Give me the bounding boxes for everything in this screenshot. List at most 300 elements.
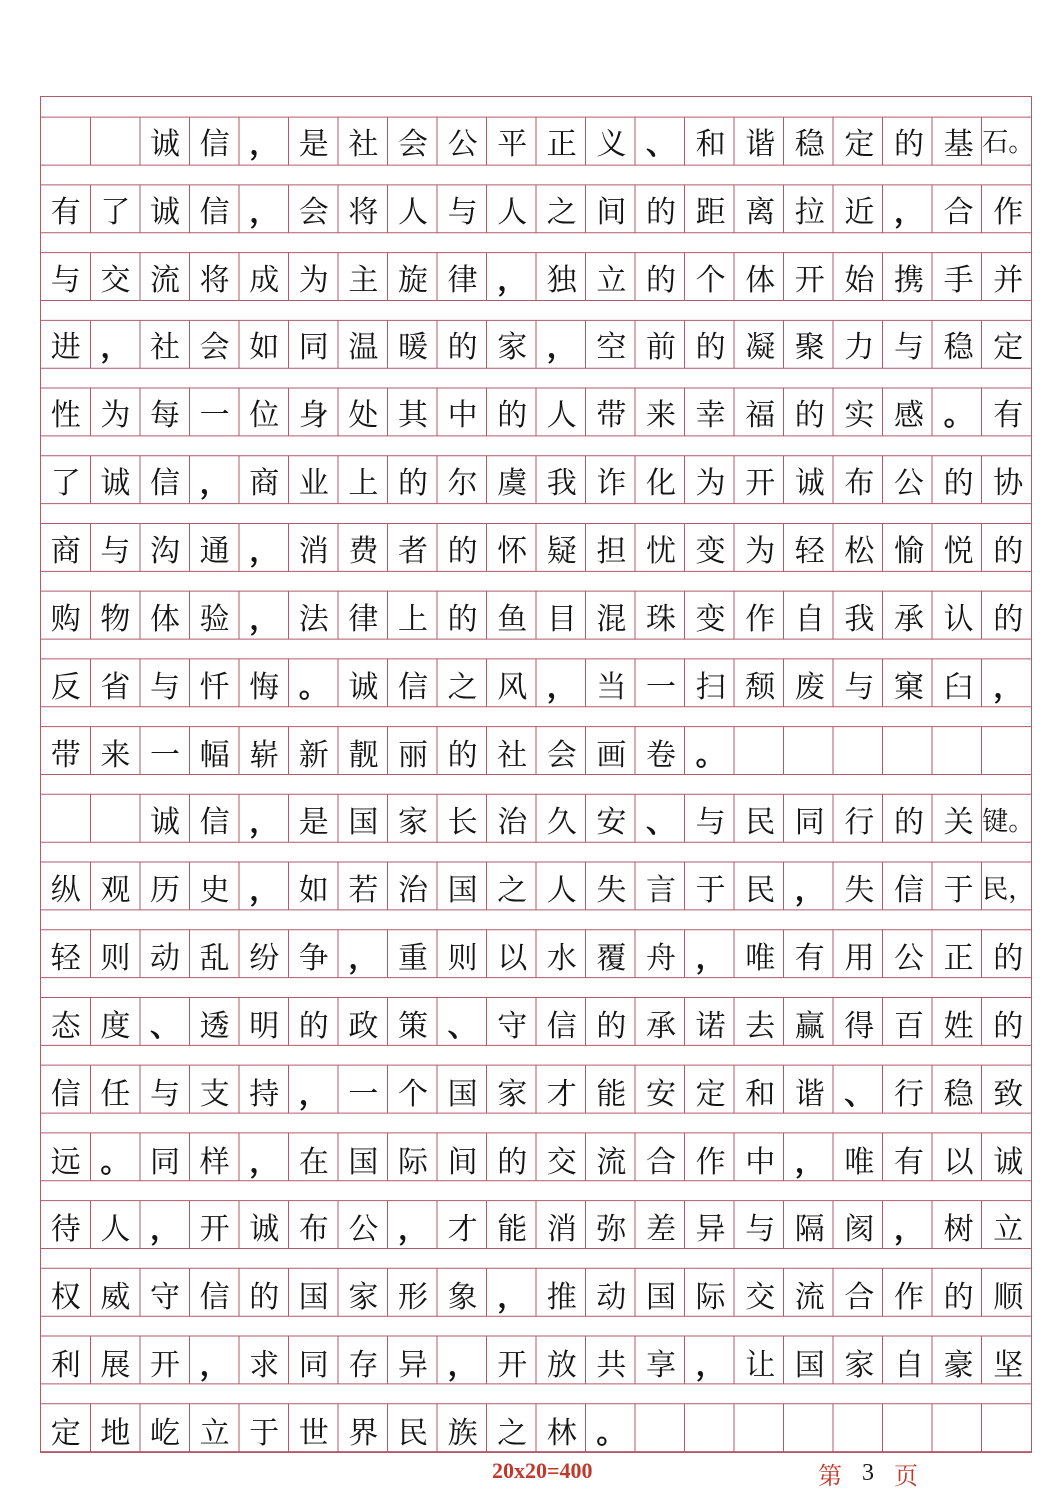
grid-cell: 个: [397, 1076, 428, 1112]
grid-cell: 纵: [50, 873, 81, 909]
grid-cell: 信: [199, 126, 230, 162]
grid-cell: 隔: [794, 1212, 825, 1248]
grid-cell: 怀: [497, 533, 528, 569]
grid-cell: 公: [893, 941, 924, 977]
grid-cell: 流: [794, 1280, 825, 1316]
grid-cell: 。: [695, 737, 726, 773]
grid-cell: 异: [397, 1348, 428, 1384]
grid-cell: 为: [100, 398, 131, 434]
grid-cell: 流: [596, 1144, 627, 1180]
grid-cell: 政: [348, 1008, 379, 1044]
grid-cell: 珠: [645, 601, 676, 637]
grid-cell: [934, 728, 984, 776]
grid-cell: 行: [844, 805, 875, 841]
grid-cell: 正: [943, 941, 974, 977]
grid-cell: ，: [249, 805, 280, 841]
grid-cell: 纷: [249, 941, 280, 977]
grid-cell: 义: [596, 126, 627, 162]
grid-cell: 度: [100, 1008, 131, 1044]
grid-cell: 屹: [149, 1416, 180, 1451]
grid-cell: 力: [844, 330, 875, 366]
grid-cell: 悔: [249, 669, 280, 705]
grid-cell: 键。: [982, 806, 1035, 837]
grid-cell: 主: [348, 262, 379, 298]
grid-cell: 如: [298, 873, 329, 909]
grid-cell: 上: [397, 601, 428, 637]
grid-cell: 新: [298, 737, 329, 773]
grid-cell: 以: [943, 1144, 974, 1180]
grid-cell: 作: [993, 194, 1024, 230]
grid-cell: 目: [546, 601, 577, 637]
grid-cell: ，: [149, 1212, 180, 1248]
grid-cell: 疑: [546, 533, 577, 569]
grid-cell: 公: [893, 466, 924, 502]
grid-cell: 同: [149, 1144, 180, 1180]
grid-cell: 的: [993, 533, 1024, 569]
grid-cell: 、: [447, 1008, 478, 1044]
grid-cell: 社: [149, 330, 180, 366]
grid-cell: 会: [199, 330, 230, 366]
grid-cell: 同: [298, 330, 329, 366]
grid-cell: [934, 1406, 984, 1454]
grid-cell: 会: [298, 194, 329, 230]
grid-cell: ，: [893, 1212, 924, 1248]
grid-cell: 才: [447, 1212, 478, 1248]
grid-cell: 商: [50, 533, 81, 569]
grid-cell: 展: [100, 1348, 131, 1384]
grid-cell: 布: [298, 1212, 329, 1248]
grid-cell: 有: [794, 941, 825, 977]
grid-cell: 的: [497, 398, 528, 434]
grid-cell: 安: [645, 1076, 676, 1112]
grid-cell: 信: [149, 466, 180, 502]
grid-cell: 是: [298, 126, 329, 162]
grid-cell: 地: [100, 1416, 131, 1451]
grid-cell: [835, 1406, 885, 1454]
grid-cell: 则: [100, 941, 131, 977]
grid-cell: 交: [745, 1280, 776, 1316]
grid-cell: 有: [50, 194, 81, 230]
grid-cell: 作: [695, 1144, 726, 1180]
grid-cell: 人: [397, 194, 428, 230]
grid-cell: 国: [645, 1280, 676, 1316]
grid-cell: 信: [199, 805, 230, 841]
grid-cell: 协: [993, 466, 1024, 502]
grid-cell: [91, 795, 141, 843]
grid-cell: 守: [497, 1008, 528, 1044]
grid-cell: ，: [695, 941, 726, 977]
grid-cell: 一: [149, 737, 180, 773]
grid-cell: 以: [497, 941, 528, 977]
grid-cell: 任: [100, 1076, 131, 1112]
grid-cell: ，: [249, 194, 280, 230]
grid-cell: 开: [199, 1212, 230, 1248]
grid-cell: 的: [447, 533, 478, 569]
grid-cell: 立: [199, 1416, 230, 1451]
grid-cell: 树: [943, 1212, 974, 1248]
grid-cell: 安: [596, 805, 627, 841]
grid-cell: 有: [993, 398, 1024, 434]
grid-cell: 的: [497, 1144, 528, 1180]
grid-cell: 同: [794, 805, 825, 841]
grid-cell: 阂: [844, 1212, 875, 1248]
grid-cell: 。: [100, 1144, 131, 1180]
grid-cell: 人: [546, 398, 577, 434]
grid-cell: 际: [695, 1280, 726, 1316]
grid-cell: 于: [943, 873, 974, 909]
grid-cell: 民: [745, 805, 776, 841]
grid-cell: 放: [546, 1348, 577, 1384]
grid-cell: 轻: [794, 533, 825, 569]
grid-cell: 卷: [645, 737, 676, 773]
grid-cell: 尔: [447, 466, 478, 502]
grid-cell: 的: [447, 330, 478, 366]
grid-cell: 世: [298, 1416, 329, 1451]
grid-cell: 观: [100, 873, 131, 909]
grid-cell: 位: [249, 398, 280, 434]
grid-cell: 推: [546, 1280, 577, 1316]
grid-cell: 旋: [397, 262, 428, 298]
page-prefix: 第: [818, 1464, 842, 1490]
grid-cell: [735, 1406, 785, 1454]
grid-cell: 上: [348, 466, 379, 502]
grid-cell: 将: [199, 262, 230, 298]
grid-cell: 家: [397, 805, 428, 841]
grid-cell: 为: [298, 262, 329, 298]
grid-cell: 温: [348, 330, 379, 366]
grid-cell: 自: [893, 1348, 924, 1384]
grid-cell: 手: [943, 262, 974, 298]
grid-cell: 之: [546, 194, 577, 230]
grid-cell: 了: [100, 194, 131, 230]
grid-cell: [41, 795, 91, 843]
grid-cell: 得: [844, 1008, 875, 1044]
grid-cell: 律: [348, 601, 379, 637]
grid-cell: 的: [993, 941, 1024, 977]
grid-cell: 福: [745, 398, 776, 434]
grid-cell: 的: [645, 262, 676, 298]
grid-cell: 崭: [249, 737, 280, 773]
page-number: 3: [862, 1460, 874, 1486]
grid-cell: 界: [348, 1416, 379, 1451]
grid-cell: 治: [397, 873, 428, 909]
grid-cell: 豪: [943, 1348, 974, 1384]
grid-cell: 人: [100, 1212, 131, 1248]
grid-cell: 民，: [982, 874, 1035, 905]
grid-cell: 际: [397, 1144, 428, 1180]
grid-cell: 存: [348, 1348, 379, 1384]
grid-cell: 忏: [199, 669, 230, 705]
grid-cell: 同: [298, 1348, 329, 1384]
grid-cell: 窠: [893, 669, 924, 705]
grid-cell: 轻: [50, 941, 81, 977]
grid-cell: 承: [645, 1008, 676, 1044]
grid-cell: 购: [50, 601, 81, 637]
grid-cell: 立: [596, 262, 627, 298]
grid-cell: 动: [149, 941, 180, 977]
grid-cell: 国: [794, 1348, 825, 1384]
grid-cell: 稳: [794, 126, 825, 162]
grid-cell: 谐: [745, 126, 776, 162]
grid-cell: 重: [397, 941, 428, 977]
grid-cell: 求: [249, 1348, 280, 1384]
grid-cell: 有: [893, 1144, 924, 1180]
grid-cell: ，: [249, 126, 280, 162]
grid-cell: 国: [447, 873, 478, 909]
grid-cell: 诈: [596, 466, 627, 502]
grid-cell: 和: [695, 126, 726, 162]
grid-cell: 则: [447, 941, 478, 977]
grid-cell: 定: [50, 1416, 81, 1451]
grid-cell: 的: [298, 1008, 329, 1044]
grid-cell: 并: [993, 262, 1024, 298]
grid-cell: 于: [249, 1416, 280, 1451]
grid-cell: 诚: [149, 194, 180, 230]
grid-cell: 是: [298, 805, 329, 841]
grid-cell: 为: [695, 466, 726, 502]
grid-cell: ，: [100, 330, 131, 366]
grid-cell: 能: [596, 1076, 627, 1112]
grid-cell: 的: [893, 126, 924, 162]
grid-cell: ，: [497, 262, 528, 298]
grid-cell: 公: [447, 126, 478, 162]
grid-cell: 臼: [943, 669, 974, 705]
grid-cell: 自: [794, 601, 825, 637]
grid-cell: 定: [844, 126, 875, 162]
grid-cell: 一: [199, 398, 230, 434]
grid-cell: 之: [497, 1416, 528, 1451]
grid-cell: 消: [298, 533, 329, 569]
grid-cell: 共: [596, 1348, 627, 1384]
grid-cell: 立: [993, 1212, 1024, 1248]
grid-cell: 人: [546, 873, 577, 909]
grid-cell: 覆: [596, 941, 627, 977]
grid-cell: 携: [893, 262, 924, 298]
grid-cell: 失: [596, 873, 627, 909]
grid-cell: [636, 1406, 686, 1454]
grid-cell: [884, 728, 934, 776]
grid-cell: 权: [50, 1280, 81, 1316]
grid-cell: 画: [596, 737, 627, 773]
grid-cell: 信: [546, 1008, 577, 1044]
grid-cell: 、: [149, 1008, 180, 1044]
grid-cell: 、: [645, 805, 676, 841]
grid-cell: 为: [745, 533, 776, 569]
grid-cell: 形: [397, 1280, 428, 1316]
grid-cell: 成: [249, 262, 280, 298]
grid-cell: 家: [348, 1280, 379, 1316]
grid-cell: 的: [993, 1008, 1024, 1044]
grid-cell: 弥: [596, 1212, 627, 1248]
grid-cell: 远: [50, 1144, 81, 1180]
grid-cell: 废: [794, 669, 825, 705]
grid-cell: 策: [397, 1008, 428, 1044]
grid-cell: 每: [149, 398, 180, 434]
grid-cell: 失: [844, 873, 875, 909]
grid-cell: [983, 1406, 1033, 1454]
page-number-label: [818, 1456, 918, 1491]
grid-cell: 离: [745, 194, 776, 230]
grid-cell: 久: [546, 805, 577, 841]
grid-cell: ，: [397, 1212, 428, 1248]
grid-cell: 公: [348, 1212, 379, 1248]
grid-cell: ，: [249, 533, 280, 569]
grid-cell: 认: [943, 601, 974, 637]
grid-cell: 的: [943, 466, 974, 502]
grid-cell: 家: [844, 1348, 875, 1384]
grid-cell: 个: [695, 262, 726, 298]
grid-cell: 的: [893, 805, 924, 841]
grid-cell: 让: [745, 1348, 776, 1384]
grid-cell: 一: [645, 669, 676, 705]
grid-cell: 于: [695, 873, 726, 909]
grid-cell: 治: [497, 805, 528, 841]
grid-cell: 史: [199, 873, 230, 909]
grid-cell: 其: [397, 398, 428, 434]
grid-cell: 、: [844, 1076, 875, 1112]
grid-cell: [686, 1406, 736, 1454]
grid-cell: 开: [149, 1348, 180, 1384]
grid-cell: [41, 117, 91, 165]
grid-cell: 的: [794, 398, 825, 434]
grid-cell: 消: [546, 1212, 577, 1248]
grid-cell: ，: [695, 1348, 726, 1384]
grid-cell: 颓: [745, 669, 776, 705]
grid-cell: 长: [447, 805, 478, 841]
grid-cell: ，: [794, 873, 825, 909]
grid-cell: 水: [546, 941, 577, 977]
grid-cell: 的: [943, 1280, 974, 1316]
grid-cell: 中: [745, 1144, 776, 1180]
grid-cell: 带: [50, 737, 81, 773]
grid-cell: 中: [447, 398, 478, 434]
grid-cell: 历: [149, 873, 180, 909]
grid-cell: 将: [348, 194, 379, 230]
grid-cell: 平: [497, 126, 528, 162]
grid-cell: 与: [447, 194, 478, 230]
grid-cell: [983, 728, 1033, 776]
grid-cell: 反: [50, 669, 81, 705]
grid-cell: 交: [546, 1144, 577, 1180]
grid-cell: 诚: [149, 126, 180, 162]
grid-cell: 信: [50, 1076, 81, 1112]
grid-cell: 之: [497, 873, 528, 909]
grid-cell: 进: [50, 330, 81, 366]
grid-cell: 带: [596, 398, 627, 434]
grid-cell: 石。: [982, 128, 1035, 159]
grid-cell: 言: [645, 873, 676, 909]
grid-cell: 鱼: [497, 601, 528, 637]
grid-cell: 明: [249, 1008, 280, 1044]
grid-cell: 关: [943, 805, 974, 841]
grid-cell: 一: [348, 1076, 379, 1112]
grid-cell: 在: [298, 1144, 329, 1180]
grid-cell: ，: [794, 1144, 825, 1180]
grid-cell: 虞: [497, 466, 528, 502]
grid-cell: 变: [695, 601, 726, 637]
grid-cell: 信: [893, 873, 924, 909]
grid-cell: 通: [199, 533, 230, 569]
grid-cell: 若: [348, 873, 379, 909]
grid-cell: 诚: [249, 1212, 280, 1248]
grid-cell: 体: [149, 601, 180, 637]
grid-cell: 松: [844, 533, 875, 569]
grid-cell: 赢: [794, 1008, 825, 1044]
grid-cell: 身: [298, 398, 329, 434]
grid-cell: 顺: [993, 1280, 1024, 1316]
grid-cell: 愉: [893, 533, 924, 569]
grid-cell: 守: [149, 1280, 180, 1316]
grid-cell: 间: [596, 194, 627, 230]
grid-cell: 化: [645, 466, 676, 502]
grid-cell: 行: [893, 1076, 924, 1112]
grid-cell: 开: [745, 466, 776, 502]
grid-cell: 、: [645, 126, 676, 162]
grid-cell: 和: [745, 1076, 776, 1112]
grid-cell: 凝: [745, 330, 776, 366]
grid-cell: ，: [546, 669, 577, 705]
grid-cell: 致: [993, 1076, 1024, 1112]
grid-cell: 稳: [943, 330, 974, 366]
grid-cell: 社: [348, 126, 379, 162]
grid-cell: 的: [645, 194, 676, 230]
grid-cell: 幅: [199, 737, 230, 773]
grid-cell: 唯: [844, 1144, 875, 1180]
grid-cell: 国: [447, 1076, 478, 1112]
grid-cell: 。: [596, 1416, 627, 1451]
grid-cell: 会: [397, 126, 428, 162]
grid-cell: 物: [100, 601, 131, 637]
grid-cell: 交: [100, 262, 131, 298]
grid-cell: 舟: [645, 941, 676, 977]
grid-cell: 我: [546, 466, 577, 502]
grid-cell: 支: [199, 1076, 230, 1112]
grid-cell: 异: [695, 1212, 726, 1248]
grid-cell: 我: [844, 601, 875, 637]
grid-cell: 变: [695, 533, 726, 569]
grid-cell: 近: [844, 194, 875, 230]
grid-cell: 的: [695, 330, 726, 366]
grid-cell: 的: [993, 601, 1024, 637]
grid-cell: 与: [100, 533, 131, 569]
grid-cell: 流: [149, 262, 180, 298]
grid-cell: 。: [943, 398, 974, 434]
grid-cell: 与: [695, 805, 726, 841]
grid-cell: 威: [100, 1280, 131, 1316]
grid-cell: 来: [645, 398, 676, 434]
grid-cell: 如: [249, 330, 280, 366]
grid-cell: 间: [447, 1144, 478, 1180]
grid-cell: 合: [844, 1280, 875, 1316]
grid-cell: 省: [100, 669, 131, 705]
grid-cell: 信: [199, 1280, 230, 1316]
grid-cell: [735, 728, 785, 776]
grid-cell: [785, 1406, 835, 1454]
grid-cell: 争: [298, 941, 329, 977]
grid-cell: 距: [695, 194, 726, 230]
grid-cell: 混: [596, 601, 627, 637]
grid-cell: 动: [596, 1280, 627, 1316]
grid-cell: 百: [893, 1008, 924, 1044]
grid-cell: 作: [893, 1280, 924, 1316]
grid-cell: ，: [447, 1348, 478, 1384]
grid-cell: 布: [844, 466, 875, 502]
grid-cell: 作: [745, 601, 776, 637]
grid-cell: ，: [497, 1280, 528, 1316]
grid-cell: 的: [447, 737, 478, 773]
grid-cell: 社: [497, 737, 528, 773]
grid-cell: 姓: [943, 1008, 974, 1044]
